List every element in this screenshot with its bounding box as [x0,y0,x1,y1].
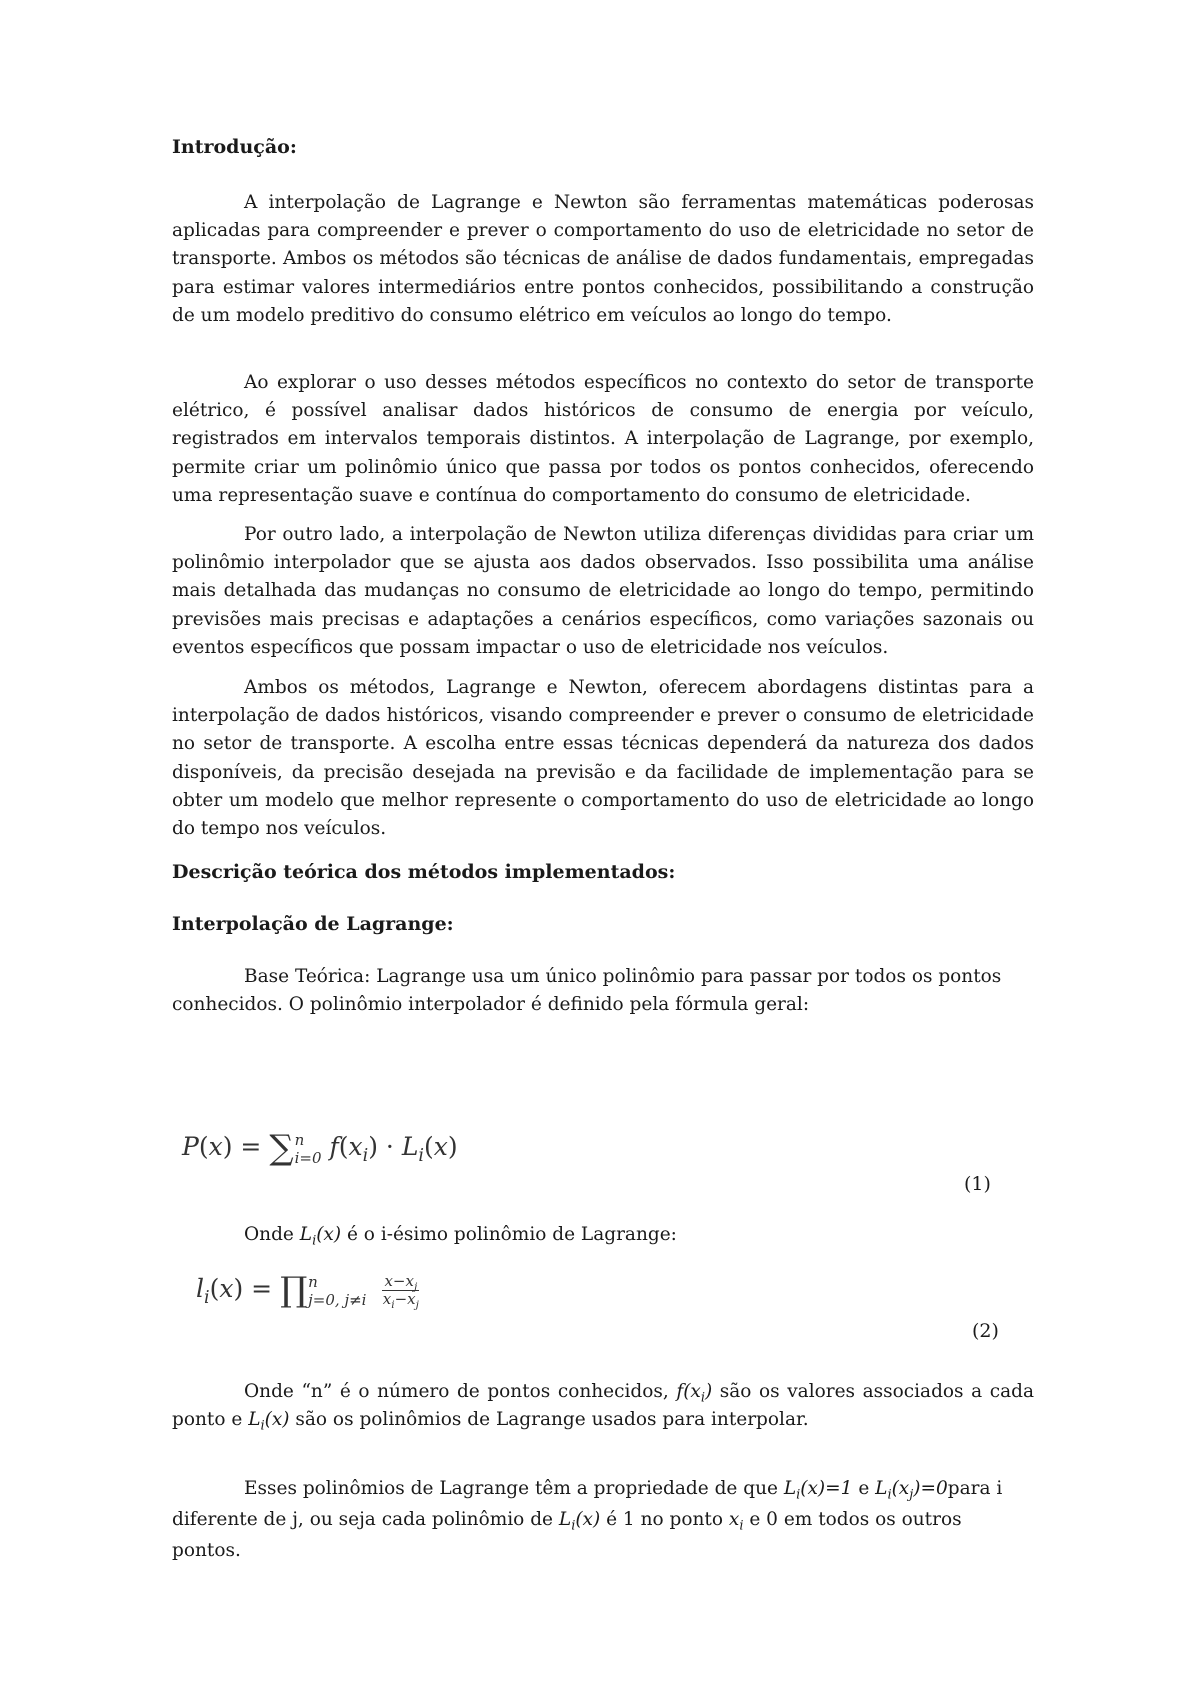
inline-Li-xi-equals-1: $L_i(x)=1$ [783,1478,853,1503]
lagrange-basis-equation: $l_i(x)$ = ∏ n j=0, j≠i $\frac{x-x_j}{x_i-x_j}$ [196,1270,419,1311]
property-text-e: e 0 em todos os outros pontos. [172,1509,962,1561]
intro-heading: Introdução: [172,136,297,158]
where-n-text-b: são os valores associados a cada ponto e [172,1381,1034,1431]
where-n-paragraph [172,1378,1034,1434]
lagrange-section [172,910,1034,938]
intro-paragraph-1: A interpolação de Lagrange e Newton são ferramentas matemáticas poderosas aplicadas para compreender e prever o comportamento do uso de eletricidade no setor de transporte. Ambos os métodos são técnicas de análise de dados fundamentais, empregadas para estimar valores intermediários entre pontos conhecidos, possibilitando a construção de um modelo preditivo do consumo elétrico em veículos ao longo do tempo. [172,192,1034,326]
intro-paragraph-4: Ambos os métodos, Lagrange e Newton, oferecem abordagens distintas para a interpolação de dados históricos, visando compreender e prever o consumo de eletricidade no setor de transporte. A escolha entre essas técnicas dependerá da natureza dos dados disponíveis, da precisão desejada na previsão e da facilidade de implementação para se obter um modelo que melhor represente o comportamento do uso de eletricidade ao longo do tempo nos veículos. [172,677,1034,840]
inline-Li-xj-equals-0: $L_i(x_j)=0$ [875,1478,948,1503]
theory-heading: Descrição teórica dos métodos implementados: [172,861,676,883]
where-n-text-c: são os polinômios de Lagrange usados para interpolar. [295,1409,809,1431]
where-L-suffix: é o i-ésimo polinômio de Lagrange: [346,1224,677,1245]
equation-2-number: (2) [972,1320,999,1342]
property-text-b: e [858,1478,870,1499]
inline-f-xi: $f(x_i)$ [676,1381,713,1406]
inline-Li-x-3: $L_i(x)$ [558,1509,601,1534]
intro-paragraph-2: Ao explorar o uso desses métodos específicos no contexto do setor de transporte elétrico, é possível analisar dados históricos de consumo de energia por veículo, registrados em intervalos temporais distintos. A interpolação de Lagrange, por exemplo, permite criar um polinômio único que passa por todos os pontos conhecidos, oferecendo uma representação suave e contínua do comportamento do consumo de eletricidade. [172,372,1034,506]
inline-xi: $x_i$ [728,1509,744,1534]
lagrange-polynomial-equation: P(x) = ∑ n i=0 $f(x_i) \cdot L_i(x)$ [182,1128,458,1168]
inline-Li-x-2: $L_i(x)$ [248,1409,290,1434]
base-theory-paragraph: Base Teórica: Lagrange usa um único polinômio para passar por todos os pontos conhecidos. O polinômio interpolador é definido pela fórmula geral: [172,966,1002,1016]
property-text-d: é 1 no ponto [606,1509,723,1530]
intro-section [172,133,1034,161]
where-L-prefix: Onde [244,1224,294,1245]
inline-Li-x: $L_i(x)$ [299,1224,342,1249]
where-n-text-a: Onde “n” é o número de pontos conhecidos, [244,1381,669,1402]
lagrange-heading: Interpolação de Lagrange: [172,913,454,935]
equation-1-number: (1) [964,1173,991,1195]
where-L-paragraph [172,1221,1034,1249]
property-text-a: Esses polinômios de Lagrange têm a propriedade de que [244,1478,778,1499]
property-paragraph [172,1473,1034,1566]
theory-section [172,858,1034,886]
property-text-c: para i diferente de j, ou seja cada polinômio de [172,1478,1003,1530]
intro-paragraph-3: Por outro lado, a interpolação de Newton utiliza diferenças divididas para criar um polinômio interpolador que se ajusta aos dados observados. Isso possibilita uma análise mais detalhada das mudanças no consumo de eletricidade ao longo do tempo, permitindo previsões mais precisas e adaptações a cenários específicos, como variações sazonais ou eventos específicos que possam impactar o uso de eletricidade nos veículos. [172,524,1034,658]
